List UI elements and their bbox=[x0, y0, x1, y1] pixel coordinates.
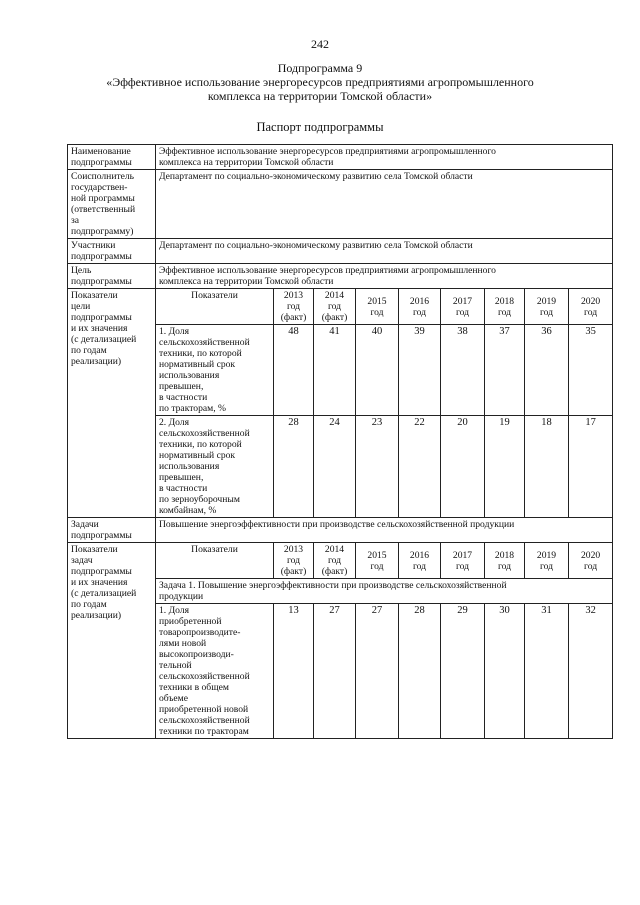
label-coexecutor: Соисполнитель государствен- ной программы (ответственный за подпрограмму) bbox=[68, 170, 156, 239]
value-cell: 28 bbox=[274, 416, 314, 518]
year-2020: 2020 год bbox=[569, 289, 613, 325]
row-coexecutor bbox=[68, 170, 613, 239]
label-goal: Цель подпрограммы bbox=[68, 264, 156, 289]
year-2014: 2014 год (факт) bbox=[314, 543, 356, 579]
value-cell: 24 bbox=[314, 416, 356, 518]
year-2016: 2016 год bbox=[399, 543, 441, 579]
subprogram-title: Подпрограмма 9 bbox=[277, 61, 363, 75]
year-2018: 2018 год bbox=[485, 289, 525, 325]
task-indicators-header bbox=[68, 543, 613, 579]
label-name: Наименование подпрограммы bbox=[68, 145, 156, 170]
subprogram-heading bbox=[0, 61, 640, 103]
value-cell: 27 bbox=[314, 604, 356, 739]
value-cell: 19 bbox=[485, 416, 525, 518]
year-2016: 2016 год bbox=[399, 289, 441, 325]
value-cell: 18 bbox=[525, 416, 569, 518]
value-cell: 39 bbox=[399, 325, 441, 416]
year-2014: 2014 год (факт) bbox=[314, 289, 356, 325]
value-coexecutor: Департамент по социально-экономическому развитию села Томской области bbox=[156, 170, 613, 239]
value-cell: 48 bbox=[274, 325, 314, 416]
value-cell: 35 bbox=[569, 325, 613, 416]
value-cell: 20 bbox=[441, 416, 485, 518]
value-cell: 32 bbox=[569, 604, 613, 739]
value-cell: 38 bbox=[441, 325, 485, 416]
row-tasks bbox=[68, 518, 613, 543]
value-cell: 23 bbox=[356, 416, 399, 518]
label-tasks: Задачи подпрограммы bbox=[68, 518, 156, 543]
row-name bbox=[68, 145, 613, 170]
year-2013: 2013 год (факт) bbox=[274, 543, 314, 579]
value-cell: 37 bbox=[485, 325, 525, 416]
value-participants: Департамент по социально-экономическому развитию села Томской области bbox=[156, 239, 613, 264]
value-cell: 31 bbox=[525, 604, 569, 739]
value-tasks: Повышение энергоэффективности при производстве сельскохозяйственной продукции bbox=[156, 518, 613, 543]
task1-title: Задача 1. Повышение энергоэффективности при производстве сельскохозяйственной продукции bbox=[156, 579, 613, 604]
task-indicator-1-name: 1. Доля приобретенной товаропроизводите- лями новой высокопроизводи- тельной сельскохозяйственной техники в общем объеме приобретенной новой сельскохозяйственной техники по тракторам bbox=[156, 604, 274, 739]
indicator-header-label: Показатели bbox=[156, 289, 274, 325]
passport-title: Паспорт подпрограммы bbox=[256, 120, 384, 134]
year-2018: 2018 год bbox=[485, 543, 525, 579]
value-name: Эффективное использование энергоресурсов предприятиями агропромышленного комплекса на территории Томской области bbox=[156, 145, 613, 170]
value-cell: 41 bbox=[314, 325, 356, 416]
value-cell: 29 bbox=[441, 604, 485, 739]
value-cell: 28 bbox=[399, 604, 441, 739]
value-cell: 13 bbox=[274, 604, 314, 739]
row-participants bbox=[68, 239, 613, 264]
label-task-indicators: Показатели задач подпрограммы и их значения (с детализацией по годам реализации) bbox=[68, 543, 156, 739]
value-cell: 30 bbox=[485, 604, 525, 739]
page-number: 242 bbox=[311, 37, 329, 51]
year-2013: 2013 год (факт) bbox=[274, 289, 314, 325]
goal-indicators-header bbox=[68, 289, 613, 325]
label-participants: Участники подпрограммы bbox=[68, 239, 156, 264]
value-cell: 40 bbox=[356, 325, 399, 416]
value-cell: 36 bbox=[525, 325, 569, 416]
year-2017: 2017 год bbox=[441, 289, 485, 325]
indicator-header-label: Показатели bbox=[156, 543, 274, 579]
passport-table bbox=[67, 144, 613, 739]
goal-indicator-2-name: 2. Доля сельскохозяйственной техники, по которой нормативный срок использования превышен, в частности по зерноуборочным комбайнам, % bbox=[156, 416, 274, 518]
goal-indicator-1-name: 1. Доля сельскохозяйственной техники, по которой нормативный срок использования превышен, в частности по тракторам, % bbox=[156, 325, 274, 416]
value-cell: 22 bbox=[399, 416, 441, 518]
row-goal bbox=[68, 264, 613, 289]
value-goal: Эффективное использование энергоресурсов предприятиями агропромышленного комплекса на территории Томской области bbox=[156, 264, 613, 289]
value-cell: 27 bbox=[356, 604, 399, 739]
year-2017: 2017 год bbox=[441, 543, 485, 579]
label-goal-indicators: Показатели цели подпрограммы и их значения (с детализацией по годам реализации) bbox=[68, 289, 156, 518]
year-2019: 2019 год bbox=[525, 543, 569, 579]
subprogram-name-line1: «Эффективное использование энергоресурсов предприятиями агропромышленного bbox=[106, 75, 534, 89]
subprogram-name-line2: комплекса на территории Томской области» bbox=[207, 89, 433, 103]
year-2020: 2020 год bbox=[569, 543, 613, 579]
year-2015: 2015 год bbox=[356, 289, 399, 325]
year-2015: 2015 год bbox=[356, 543, 399, 579]
year-2019: 2019 год bbox=[525, 289, 569, 325]
value-cell: 17 bbox=[569, 416, 613, 518]
